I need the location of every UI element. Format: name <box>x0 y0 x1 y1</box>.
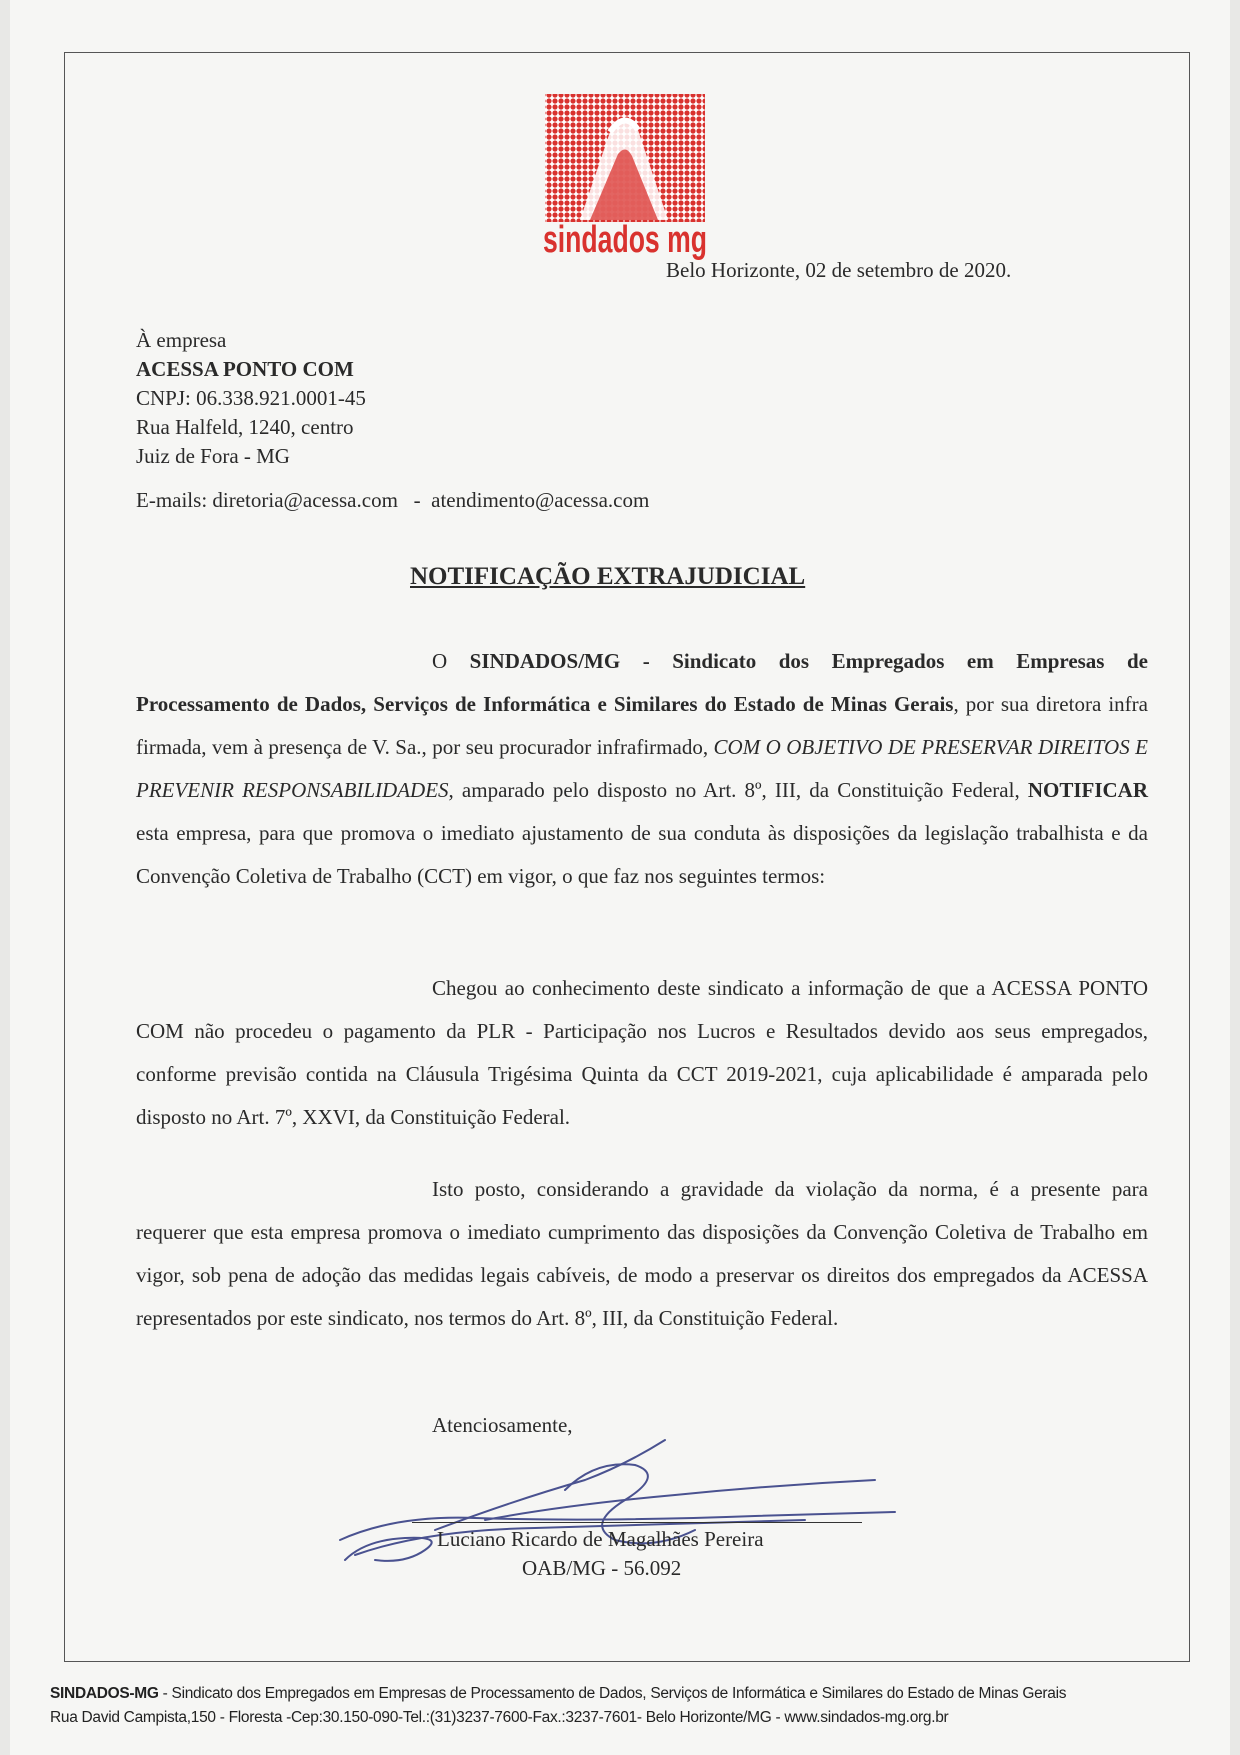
recipient-street: Rua Halfeld, 1240, centro <box>136 415 354 439</box>
recipient-cnpj: CNPJ: 06.338.921.0001-45 <box>136 386 366 410</box>
paragraph-2: Chegou ao conhecimento deste sindicato a informação de que a ACESSA PONTO COM não procedeu o pagamento da PLR - Participação nos Lucros e Resultados devido aos seus empregados, conforme previsão contida na Cláusula Trigésima Quinta da CCT 2019-2021, cuja aplicabilidade é amparada pelo disposto no Art. 7º, XXVI, da Constituição Federal. <box>136 976 1148 1129</box>
paragraph-1 <box>136 640 1148 898</box>
letterhead-footer <box>50 1682 1220 1730</box>
p1-text-2: , por sua diretora infra firmada, vem à presença de V. Sa., por seu procurador infrafirmado, <box>136 692 1148 759</box>
document-title: NOTIFICAÇÃO EXTRAJUDICIAL <box>410 563 806 590</box>
recipient-emails: E-mails: diretoria@acessa.com - atendimento@acessa.com <box>136 488 650 512</box>
letter-date: Belo Horizonte, 02 de setembro de 2020. <box>666 258 1012 282</box>
p1-text-1: O <box>432 649 470 673</box>
recipient-city: Juiz de Fora - MG <box>136 444 290 468</box>
recipient-address <box>136 326 366 471</box>
p1-notificar: NOTIFICAR <box>1027 778 1148 802</box>
p1-objective: COM O OBJETIVO DE PRESERVAR DIREITOS E PREVENIR RESPONSABILIDADES <box>136 735 1148 802</box>
document-page <box>10 0 1230 1755</box>
p1-text-4: esta empresa, para que promova o imediato ajustamento de sua conduta às disposições da legislação trabalhista e da Convenção Coletiva de Trabalho (CCT) em vigor, o que faz nos seguintes termos: <box>136 821 1148 888</box>
footer-org: SINDADOS-MG <box>50 1685 159 1702</box>
signer-oab: OAB/MG - 56.092 <box>522 1556 682 1580</box>
p1-text-3: , amparado pelo disposto no Art. 8º, III, da Constituição Federal, <box>448 778 1028 802</box>
signature-block <box>412 1522 862 1583</box>
p1-union-name: SINDADOS/MG - Sindicato dos Empregados em Empresas de Processamento de Dados, Serviços de Informática e Similares do Estado de Minas Gerais <box>136 649 1148 716</box>
recipient-company: ACESSA PONTO COM <box>136 357 354 381</box>
paragraph-3: Isto posto, considerando a gravidade da violação da norma, é a presente para requerer que esta empresa promova o imediato cumprimento das disposições da Convenção Coletiva de Trabalho em vigor, sob pena de adoção das medidas legais cabíveis, de modo a preservar os direitos dos empregados da ACESSA representados por este sindicato, nos termos do Art. 8º, III, da Constituição Federal. <box>136 1177 1148 1330</box>
sindados-logo <box>540 92 710 267</box>
footer-line-1 <box>50 1682 1220 1706</box>
signer-name: Luciano Ricardo de Magalhães Pereira <box>437 1527 764 1551</box>
logo-text: sindados mg <box>543 219 707 261</box>
closing: Atenciosamente, <box>432 1413 573 1437</box>
footer-org-description: - Sindicato dos Empregados em Empresas de Processamento de Dados, Serviços de Informática e Similares do Estado de Minas Gerais <box>158 1685 1067 1702</box>
footer-line-2: Rua David Campista,150 - Floresta -Cep:30.150-090-Tel.:(31)3237-7600-Fax.:3237-7601- Belo Horizonte/MG - www.sindados-mg.org.br <box>50 1709 949 1726</box>
salutation: À empresa <box>136 328 227 352</box>
